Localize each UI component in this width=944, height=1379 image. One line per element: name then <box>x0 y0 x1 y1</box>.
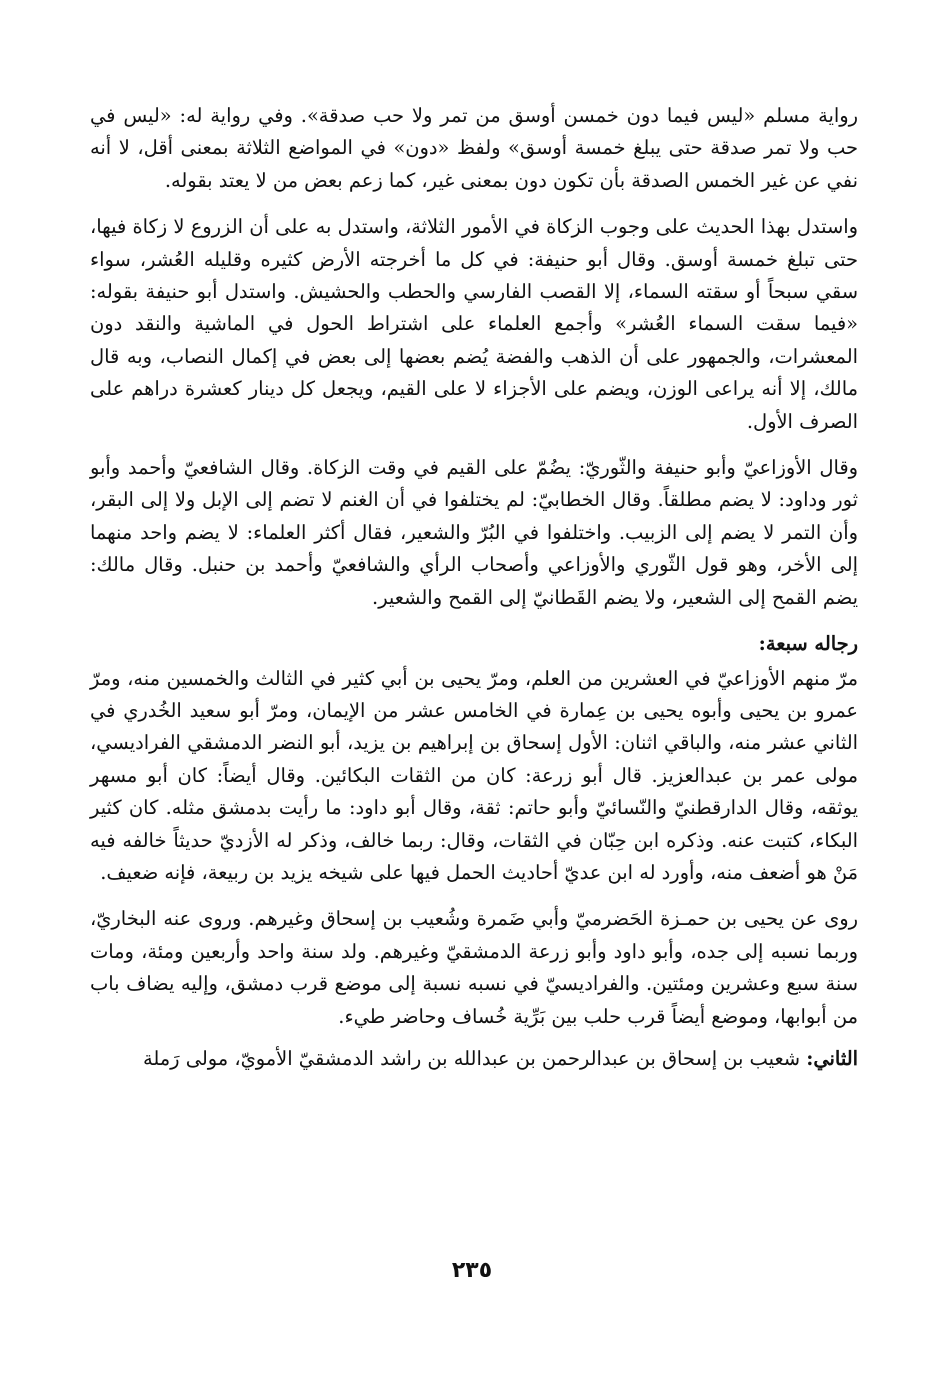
paragraph-combining-opinions: وقال الأوزاعيّ وأبو حنيفة والثّوريّ: يضُمّ على القيم في وقت الزكاة. وقال الشافعيّ وأحمد وأبو ثور وداود: لا يضم مطلقاً. وقال الخطابيّ: لم يختلفوا في أن الغنم لا تضم إلى الإبل ولا إلى البقر، وأن التمر لا يضم إلى الزبيب. واختلفوا في البُرّ والشعير، فقال أكثر العلماء: لا يضم واحد منهما إلى الأخر، وهو قول الثّوري والأوزاعي وأصحاب الرأي والشافعيّ وأحمد بن حنبل. وقال مالك: يضم القمح إلى الشعير، ولا يضم القَطانيّ إلى القمح والشعير. <box>90 456 858 609</box>
paragraph-narrators-first: مرّ منهم الأوزاعيّ في العشرين من العلم، ومرّ يحيى بن أبي كثير في الثالث والخمسين منه، ومرّ عمرو بن يحيى وأبوه يحيى بن عِمارة في الخامس عشر من الإيمان، ومرّ أبو سعيد الخُدري في الثاني عشر منه، والباقي اثنان: الأول إسحاق بن إبراهيم بن يزيد، أبو النضر الدمشقي الفراديسي، مولى عمر بن عبدالعزيز. قال أبو زرعة: كان من الثقات البكائين. وقال أيضاً: كان أبو مسهر يوثقه، وقال الدارقطنيّ والنّسائيّ وأبو حاتم: ثقة، وقال أبو داود: ما رأيت بدمشق مثله. كان كثير البكاء، كتبت عنه. وذكره ابن حِبّان في الثقات، وقال: ربما خالف، وذكر له الأزديّ حديثاً خالفه فيه مَنْ هو أضعف منه، وأورد له ابن عديّ أحاديث الحمل فيها على شيخه يزيد بن ربيعة، فإنه ضعيف. <box>90 666 858 884</box>
second-narrator-text: شعيب بن إسحاق بن عبدالرحمن بن عبدالله بن راشد الدمشقيّ الأمويّ، مولى رَملة <box>142 1046 807 1070</box>
paragraph-zakat-narration: رواية مسلم «ليس فيما دون خمسن أوسق من تمر ولا حب صدقة». وفي رواية له: «ليس في حب ولا تمر صدقة حتى يبلغ خمسة أوسق» ولفظ «دون» في المواضع الثلاثة بمعنى أقل، لا أنه نفي عن غير الخمس الصدقة بأن تكون دون بمعنى غير، كما زعم بعض من لا يعتد بقوله. <box>90 104 858 192</box>
page-number: ٢٣٥ <box>451 1258 493 1283</box>
paragraph-second-narrator <box>90 1043 858 1075</box>
paragraph-narrators-second: روى عن يحيى بن حمـزة الحَضرميّ وأبي ضَمرة وشُعيب بن إسحاق وغيرهم. وروى عنه البخاريّ، وربما نسبه إلى جده، وأبو داود وأبو زرعة الدمشقيّ وغيرهم. ولد سنة واحد وأربعين ومئة، ومات سنة سبع وعشرين ومئتين. والفراديسيّ في نسبه نسبة إلى موضع قرب دمشق، وإليه يضاف باب من أبوابها، وموضع أيضاً قرب حلب بين بَرِّية خُساف وحاضر طيء. <box>90 907 858 1028</box>
second-narrator-label: الثاني: <box>806 1046 858 1070</box>
paragraph-zakat-ruling: واستدل بهذا الحديث على وجوب الزكاة في الأمور الثلاثة، واستدل به على أن الزروع لا زكاة فيها، حتى تبلغ خمسة أوسق. وقال أبو حنيفة: في كل ما أخرجته الأرض كثيره وقليله العُشر، سواء سقي سبحاً أو سقته السماء، إلا القصب الفارسي والحطب والحشيش. واستدل أبو حنيفة بقوله: «فيما سقت السماء العُشر» وأجمع العلماء على اشتراط الحول في الماشية والنقد دون المعشرات، والجمهور على أن الذهب والفضة يُضم بعضها إلى بعض في إكمال النصاب، وبه قال مالك، إلا أنه يراعى الوزن، ويضم على الأجزاء لا على القيم، ويجعل كل دينار كعشرة دراهم على الصرف الأول. <box>90 215 858 433</box>
page-body <box>90 100 858 1075</box>
section-heading-narrators: رجاله سبعة: <box>758 632 858 656</box>
